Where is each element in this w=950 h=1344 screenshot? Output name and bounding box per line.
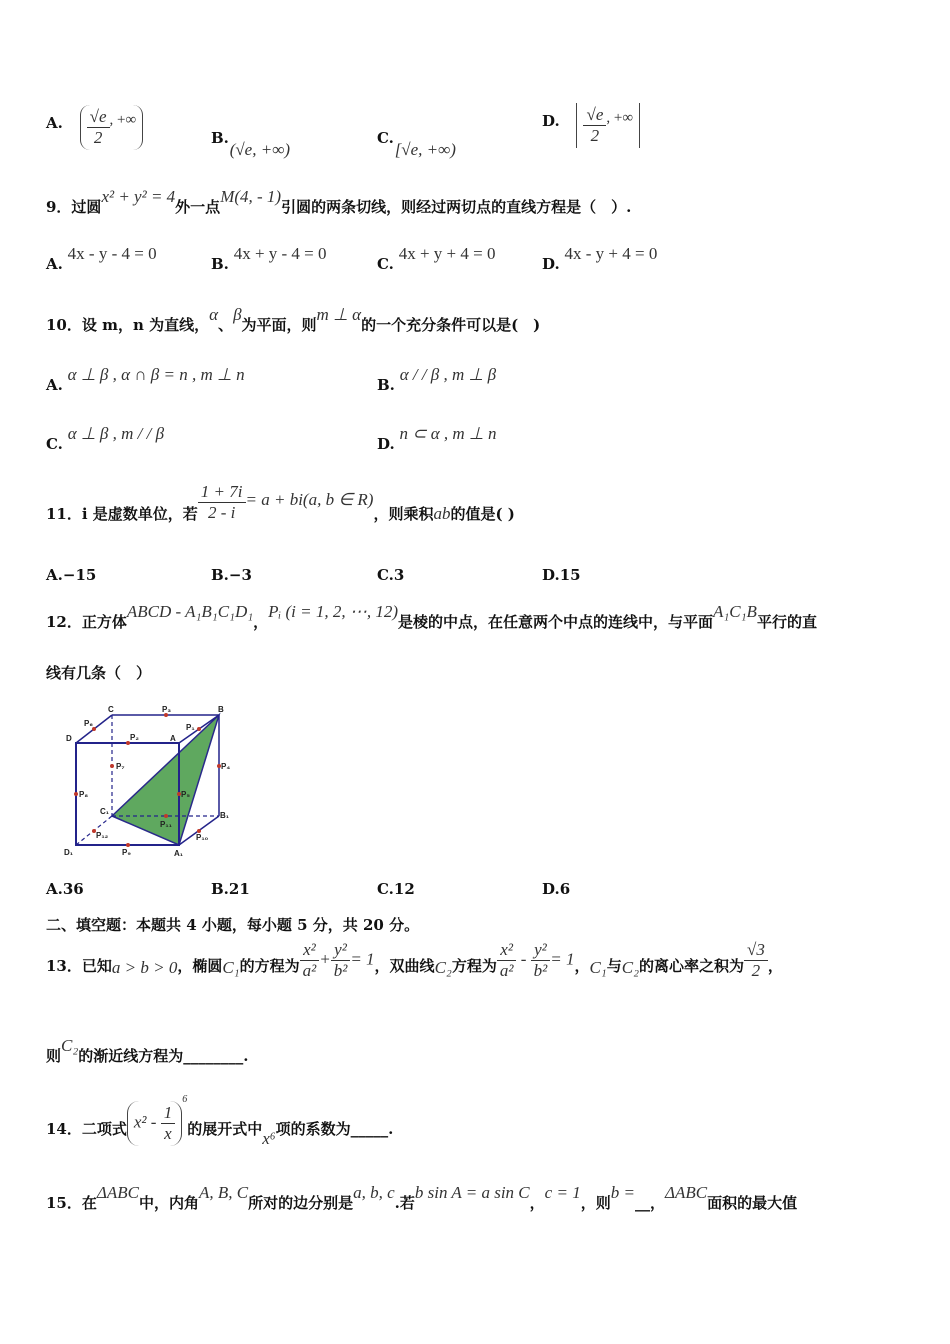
fraction: $\frac{\text{x²}}{\text{a²}}$	[497, 940, 517, 981]
q10-option-a: A. α ⊥ β , α ∩ β = n , m ⊥ n	[46, 365, 245, 394]
option-label: C.	[377, 129, 394, 147]
q10-option-d: D. n ⊂ α , m ⊥ n	[377, 424, 497, 453]
point-label-p4: P₄	[221, 762, 231, 771]
vertex-label-c1: C₁	[100, 807, 110, 816]
q8-option-b	[211, 128, 294, 159]
midpoint-dot	[197, 727, 201, 731]
q11-option-d: D.15	[542, 566, 581, 584]
fraction: $\frac{1 + 7i}{2 - i}$	[198, 482, 246, 523]
q11-option-c: C.3	[377, 566, 405, 584]
q14-stem: 14．二项式 x² - $\frac{1}{x}$ $^6$的展开式中x⁶项的系数为_____.	[46, 1093, 394, 1148]
point-label-p8: P₈	[79, 790, 89, 799]
q12-stem: 12．正方体ABCD - A₁B₁C₁D₁，Pᵢ (i = 1, 2, ⋯, 12)是棱的中点，在任意两个中点的连线中，与平面A₁C₁B平行的直	[46, 602, 817, 631]
point-label-p11: P₁₁	[160, 820, 172, 829]
point-label-p3: P₃	[162, 705, 172, 714]
q9-option-d: D. 4x - y + 4 = 0	[542, 244, 658, 273]
fraction: $\frac{\text{y²}}{\text{b²}}$	[331, 940, 351, 981]
cube-figure	[62, 702, 242, 862]
q13-stem-line2: 则C₂的渐近线方程为________.	[46, 1036, 249, 1065]
q10-option-c: C. α ⊥ β , m / / β	[46, 424, 165, 453]
vertex-label-a: A	[170, 734, 176, 743]
q12-option-b: B.21	[211, 880, 250, 898]
option-label: D.	[542, 111, 560, 130]
vertex-label-d: D	[66, 734, 72, 743]
fraction: $\frac{√e}{2}$	[583, 105, 606, 146]
midpoint-dot	[110, 764, 114, 768]
interval-bracket: $\frac{√e}{2}$ , +∞	[80, 105, 144, 150]
point-label-p5: P₅	[181, 790, 191, 799]
vertex-label-b1: B₁	[220, 811, 230, 820]
circle-equation: x² + y² = 4	[101, 187, 176, 206]
point-label-p10: P₁₀	[196, 833, 209, 842]
midpoint-dot	[74, 792, 78, 796]
q9-stem: 9．过圆x² + y² = 4外一点M(4, - 1)引圆的两条切线，则经过两切点的直线方程是（ ）.	[46, 187, 632, 216]
fraction: $\frac{√3}{2}$	[744, 940, 768, 981]
section-heading: 二、填空题：本题共 4 小题，每小题 5 分，共 20 分。	[46, 916, 420, 934]
q13-stem: 13．已知a > b > 0，椭圆C₁的方程为 $\frac{\text{x²}}{\text{a²}}$ + $\frac{\text{y²}}{\text{b²}}$ = 1，双曲线C₂方程为 $\frac{\text{x²}}{\text{a²}}$ - $\frac{\text{y²}}{\text{b²}}$ = 1，C₁与C₂的离心率之积为 $\frac{√3}{2}$ ，	[46, 940, 783, 980]
vertex-label-c: C	[108, 705, 114, 714]
vertex-label-a1: A₁	[174, 849, 184, 858]
q11-option-a: A.−15	[46, 566, 97, 584]
fraction: $\frac{1}{x}$	[161, 1103, 176, 1144]
q11-stem: 11．i 是虚数单位，若 $\frac{1 + 7i}{2 - i}$ = a + bi(a, b ∈ R)，则乘积ab的值是( )	[46, 482, 515, 523]
point-label-p1: P₁	[186, 723, 195, 732]
point-label-p12: P₁₂	[96, 831, 109, 840]
point-label-p9: P₉	[122, 848, 131, 857]
q8-option-a	[46, 105, 143, 150]
midpoint-dot	[164, 814, 168, 818]
point-label-p6: P₆	[84, 719, 93, 728]
q8-option-d	[542, 103, 640, 148]
interval-bracket: $\frac{√e}{2}$ , +∞	[576, 103, 640, 148]
q9-option-a: A. 4x - y - 4 = 0	[46, 244, 157, 273]
vertex-label-b: B	[218, 705, 224, 714]
q11-option-b: B.−3	[211, 566, 252, 584]
q12-stem-line2: 线有几条（ ）	[46, 664, 152, 682]
vertex-label-d1: D₁	[64, 848, 74, 857]
q9-option-c: C. 4x + y + 4 = 0	[377, 244, 496, 273]
point-label-p7: P₇	[116, 762, 125, 771]
fraction: $\frac{\text{x²}}{\text{a²}}$	[300, 940, 320, 981]
q8-option-c	[377, 128, 460, 159]
point-m: M(4, - 1)	[220, 187, 282, 206]
q10-option-b: B. α / / β , m ⊥ β	[377, 365, 497, 394]
interval-expr: (√e, +∞)	[229, 140, 290, 159]
binomial-paren: x² - $\frac{1}{x}$	[127, 1101, 182, 1146]
q9-option-b: B. 4x + y - 4 = 0	[211, 244, 327, 273]
fraction: $\frac{\text{y²}}{\text{b²}}$	[531, 940, 551, 981]
interval-expr: [√e, +∞)	[394, 140, 456, 159]
option-label: B.	[211, 129, 229, 147]
point-label-p2: P₂	[130, 733, 139, 742]
q15-stem: 15．在ΔABC中，内角A, B, C所对的边分别是a, b, c.若b sin A = a sin C，c = 1，则b =__，ΔABC面积的最大值	[46, 1183, 798, 1212]
fraction: $\frac{√e}{2}$	[87, 107, 110, 148]
q12-option-a: A.36	[46, 880, 84, 898]
q12-option-d: D.6	[542, 880, 571, 898]
q10-stem: 10．设 m，n 为直线，α、β为平面，则m ⊥ α的一个充分条件可以是( )	[46, 305, 541, 334]
midpoint-dot	[126, 843, 130, 847]
option-label: A.	[46, 113, 63, 132]
q12-option-c: C.12	[377, 880, 415, 898]
